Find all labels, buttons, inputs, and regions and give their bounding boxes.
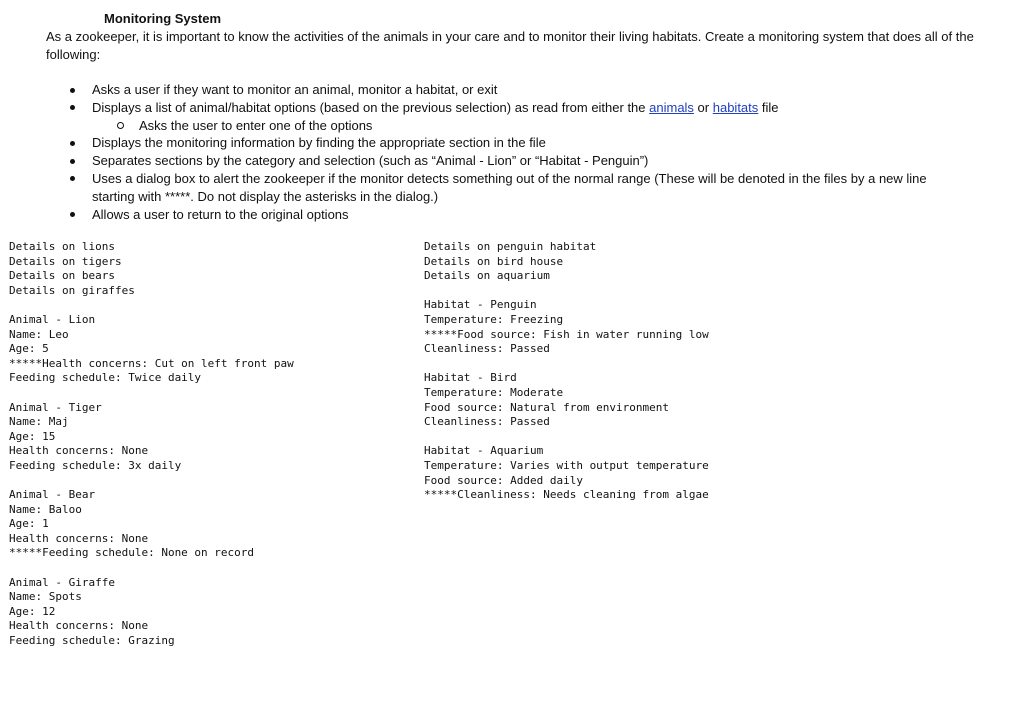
bullet-icon: [70, 159, 75, 164]
file-line: Details on aquarium: [424, 269, 550, 283]
blank-line: [424, 284, 709, 299]
file-line: Cleanliness: Passed: [424, 342, 550, 356]
file-line: Temperature: Varies with output temperature: [424, 458, 709, 472]
file-line: Habitat - Aquarium: [424, 444, 544, 458]
bullet-text: Displays a list of animal/habitat options (based on the previous selection) as read from either the: [92, 99, 650, 115]
bullet-icon: [70, 176, 75, 181]
file-line: *****Cleanliness: Needs cleaning from algae: [424, 488, 709, 502]
file-line: Details on lions: [9, 240, 115, 253]
file-line: Details on bird house: [424, 254, 564, 268]
bullet-text: Separates sections by the category and selection (such as “Animal - Lion” or “Habitat - Penguin”): [92, 153, 649, 169]
intro-paragraph: As a zookeeper, it is important to know the activities of the animals in your care and to monitor their living habitats. Create a monitoring system that does all of the following:: [46, 29, 974, 62]
list-item: [66, 170, 966, 206]
list-item: [66, 152, 966, 170]
file-line: Animal - Lion: [9, 312, 96, 326]
file-line: Food source: Added daily: [424, 473, 583, 487]
blank-line: [424, 357, 709, 372]
file-line: Habitat - Penguin: [424, 298, 537, 312]
file-line: Age: 1: [9, 517, 49, 531]
habitats-file-listing: [424, 240, 709, 503]
file-line: *****Health concerns: Cut on left front paw: [9, 356, 294, 370]
blank-line: [9, 474, 294, 489]
file-line: *****Feeding schedule: None on record: [9, 546, 255, 560]
bullet-text: Asks the user to enter one of the options: [139, 117, 373, 133]
habitats-file-link[interactable]: habitats: [712, 99, 759, 115]
bullet-text: or: [693, 99, 713, 115]
bullet-text: Asks a user if they want to monitor an animal, monitor a habitat, or exit: [92, 82, 498, 97]
blank-line: [9, 386, 294, 401]
bullet-icon: [70, 212, 75, 217]
file-line: Habitat - Bird: [424, 371, 517, 385]
bullet-icon: [70, 105, 75, 110]
file-line: Name: Maj: [9, 415, 69, 429]
bullet-text: Allows a user to return to the original options: [92, 206, 349, 222]
bullet-text: Displays the monitoring information by finding the appropriate section in the file: [92, 135, 546, 151]
sub-bullet-icon: [117, 122, 124, 129]
file-line: Health concerns: None: [9, 444, 149, 458]
bullet-icon: [70, 141, 75, 146]
file-line: Health concerns: None: [9, 531, 149, 545]
file-line: Animal - Bear: [9, 488, 96, 502]
file-line: Temperature: Moderate: [424, 385, 564, 399]
file-line: Details on giraffes: [9, 283, 135, 297]
list-item: [66, 117, 966, 135]
animals-file-listing: [9, 240, 294, 649]
list-item: [66, 134, 966, 152]
file-line: Animal - Tiger: [9, 400, 102, 414]
file-line: Age: 12: [9, 604, 56, 618]
blank-line: [9, 561, 294, 576]
file-line: Feeding schedule: Grazing: [9, 634, 175, 648]
file-line: Cleanliness: Passed: [424, 415, 550, 429]
list-item: [66, 206, 966, 224]
file-line: Name: Baloo: [9, 502, 82, 516]
file-line: Details on tigers: [9, 254, 122, 268]
requirements-list: [66, 81, 966, 223]
file-line: Age: 5: [9, 342, 49, 356]
bullet-text: Uses a dialog box to alert the zookeeper if the monitor detects something out of the normal range (These will be denoted in the files by a new line starting with *****. Do not display the asterisks in the dialog.): [92, 170, 927, 204]
file-line: Details on bears: [9, 269, 115, 283]
list-item: [66, 99, 966, 117]
blank-line: [424, 430, 709, 445]
file-line: Details on penguin habitat: [424, 240, 597, 253]
bullet-text: file: [758, 99, 779, 115]
file-line: Health concerns: None: [9, 619, 149, 633]
bullet-icon: [70, 88, 75, 93]
file-line: Name: Leo: [9, 327, 69, 341]
file-line: Temperature: Freezing: [424, 312, 564, 326]
file-line: Age: 15: [9, 429, 56, 443]
blank-line: [9, 298, 294, 313]
file-line: Food source: Natural from environment: [424, 400, 670, 414]
animals-file-link[interactable]: animals: [649, 99, 694, 115]
list-item: [66, 81, 966, 99]
file-line: Name: Spots: [9, 590, 82, 604]
file-line: Feeding schedule: 3x daily: [9, 458, 182, 472]
file-line: Animal - Giraffe: [9, 575, 115, 589]
file-line: *****Food source: Fish in water running low: [424, 327, 709, 341]
file-line: Feeding schedule: Twice daily: [9, 371, 202, 385]
document-title: Monitoring System: [104, 11, 222, 26]
